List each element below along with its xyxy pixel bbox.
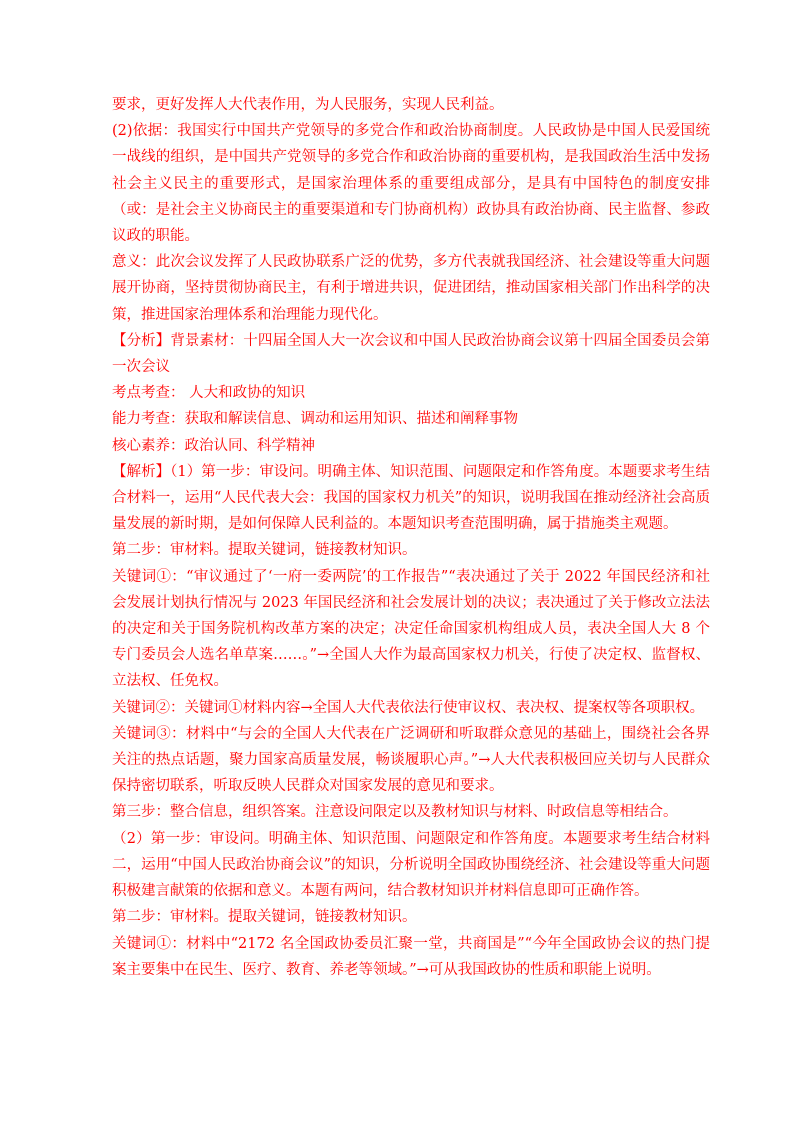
- paragraph-core-literacy: 核心素养：政治认同、科学精神: [112, 437, 315, 454]
- paragraph-part2-step1: （2）第一步：审设问。明确主体、知识范围、问题限定和作答角度。本题要求考生结合材料二，运用“中国人民政治协商会议”的知识，分析说明全国政协围绕经济、社会建设等重大问题积极建言献策的依据和意义。本题有两问，结合教材知识并材料信息即可正确作答。: [112, 830, 710, 900]
- paragraph-continuation: 要求，更好发挥人大代表作用，为人民服务，实现人民利益。: [112, 97, 504, 113]
- paragraph-basis: (2)依据：我国实行中国共产党领导的多党合作和政治协商制度。人民政协是中国人民爱国统一战线的组织，是中国共产党领导的多党合作和政治协商的重要机构，是我国政治生活中发扬社会主义民主的重要形式，是国家治理体系的重要组成部分，是具有中国特色的制度安排（或：是社会主义协商民主的重要渠道和专门协商机构）政协具有政治协商、民主监督、参政议政的职能。: [112, 123, 710, 245]
- paragraph-significance: 意义：此次会议发挥了人民政协联系广泛的优势，多方代表就我国经济、社会建设等重大问题展开协商，坚持贯彻协商民主，有利于增进共识，促进团结，推动国家相关部门作出科学的决策，推进国家治理体系和治理能力现代化。: [112, 254, 710, 323]
- paragraph-keyword-3: 关键词③：材料中“与会的全国人大代表在广泛调研和听取群众意见的基础上，围绕社会各界关注的热点话题，聚力国家高质量发展，畅谈履职心声。”→人大代表积极回应关切与人民群众保持密切联系，听取反映人民群众对国家发展的意见和要求。: [112, 725, 710, 795]
- paragraph-keyword-1: 关键词①：“审议通过了‘一府一委两院’的工作报告”“表决通过了关于 2022 年国民经济和社会发展计划执行情况与 2023 年国民经济和社会发展计划的决议；表决通过了关于修改立法法的决定和关于国务院机构改革方案的决定；决定任命国家机构组成人员，表决全国人大 8 个专门委员会人选名单草案……。”→全国人大作为最高国家权力机关，行使了决定权、监督权、立法权、任免权。: [112, 568, 710, 690]
- paragraph-step2: 第二步：审材料。提取关键词，链接教材知识。: [112, 542, 417, 559]
- paragraph-explanation-step1: 【解析】（1）第一步：审设问。明确主体、知识范围、问题限定和作答角度。本题要求考生结合材料一，运用“人民代表大会：我国的国家权力机关”的知识，说明我国在推动经济社会高质量发展的新时期，是如何保障人民利益的。本题知识考查范围明确，属于措施类主观题。: [112, 463, 710, 533]
- paragraph-analysis-background: 【分析】背景素材：十四届全国人大一次会议和中国人民政治协商会议第十四届全国委员会第一次会议: [112, 332, 710, 376]
- paragraph-part2-step2: 第二步：审材料。提取关键词，链接教材知识。: [112, 909, 417, 926]
- paragraph-part2-keyword-1: 关键词①：材料中“2172 名全国政协委员汇聚一堂，共商国是”“今年全国政协会议的热门提案主要集中在民生、医疗、教育、养老等领域。”→可从我国政协的性质和职能上说明。: [112, 935, 710, 978]
- paragraph-step3: 第三步：整合信息，组织答案。注意设问限定以及教材知识与材料、时政信息等相结合。: [112, 804, 678, 821]
- paragraph-keyword-2: 关键词②：关键词①材料内容→全国人大代表依法行使审议权、表决权、提案权等各项职权。: [112, 699, 705, 716]
- paragraph-exam-point: 考点考查： 人大和政协的知识: [112, 385, 306, 402]
- paragraph-ability: 能力考查：获取和解读信息、调动和运用知识、描述和阐释事物: [112, 411, 518, 428]
